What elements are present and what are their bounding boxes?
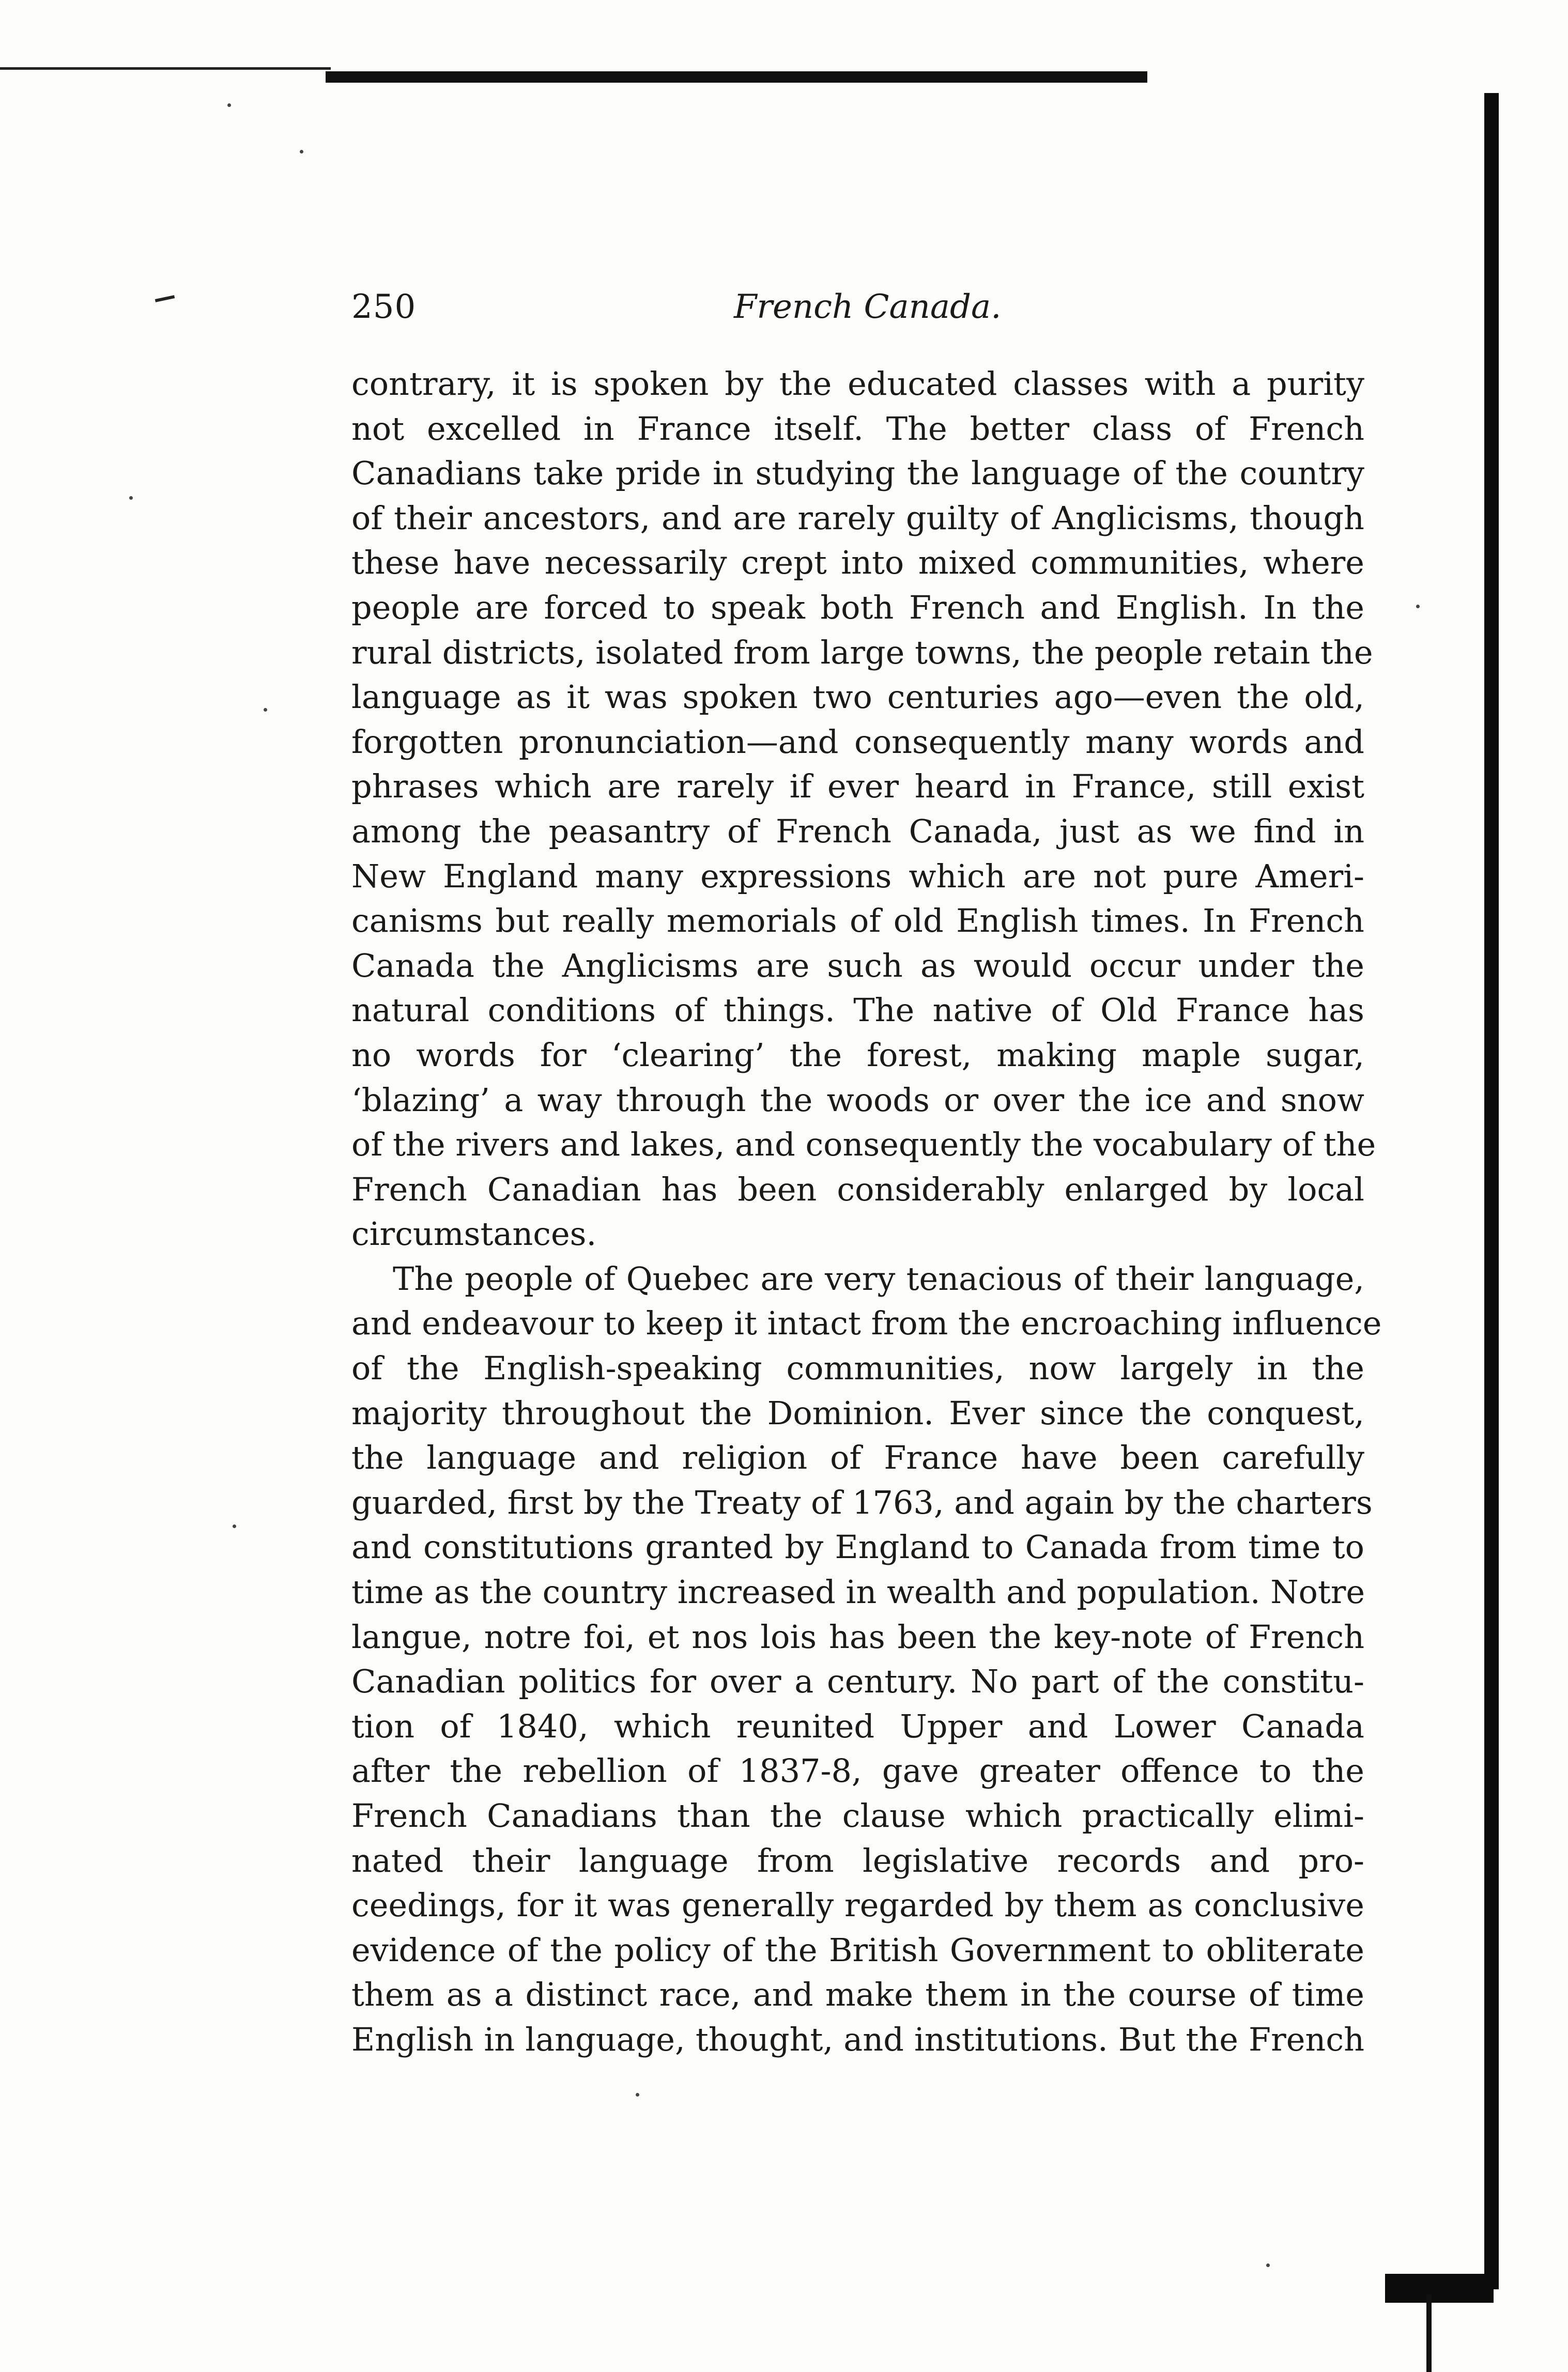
text-line: not excelled in France itself. The better class of French	[351, 409, 1364, 448]
running-title: French Canada.	[734, 288, 1002, 326]
speck	[233, 1524, 236, 1528]
text-line: ‘blazing’ a way through the woods or over the ice and snow	[351, 1081, 1364, 1119]
text-line: contrary, it is spoken by the educated classes with a purity	[351, 365, 1364, 403]
text-line: of the English-speaking communities, now largely in the	[351, 1349, 1364, 1388]
text-line: of their ancestors, and are rarely guilty of Anglicisms, though	[351, 499, 1364, 537]
text-line: forgotten pronunciation—and consequently many words and	[351, 722, 1364, 761]
text-line: and endeavour to keep it intact from the encroaching influence	[351, 1304, 1382, 1343]
text-line: The people of Quebec are very tenacious of their language,	[393, 1259, 1364, 1298]
text-line: tion of 1840, which reunited Upper and Lower Canada	[351, 1707, 1364, 1745]
speck	[300, 150, 303, 153]
text-line: ceedings, for it was generally regarded by them as conclusive	[351, 1886, 1364, 1924]
page-number: 250	[351, 288, 417, 326]
text-line: guarded, first by the Treaty of 1763, and again by the charters	[351, 1483, 1373, 1521]
text-line: time as the country increased in wealth and population. Notre	[351, 1573, 1365, 1611]
speck	[129, 496, 133, 500]
text-line: these have necessarily crept into mixed communities, where	[351, 544, 1364, 582]
text-line: them as a distinct race, and make them in the course of time	[351, 1976, 1364, 2014]
speck	[1416, 605, 1420, 608]
text-line: the language and religion of France have been carefully	[351, 1439, 1364, 1477]
scan-bottom-mark	[1385, 2274, 1494, 2303]
speck	[227, 103, 231, 107]
scan-bottom-tick	[1426, 2294, 1432, 2372]
text-line: phrases which are rarely if ever heard in France, still exist	[351, 767, 1364, 806]
text-line: Canadians take pride in studying the language of the country	[351, 454, 1364, 492]
text-line: French Canadian has been considerably enlarged by local	[351, 1170, 1364, 1208]
speck	[264, 708, 267, 712]
text-line: majority throughout the Dominion. Ever since the conquest,	[351, 1394, 1364, 1432]
text-line: Canadian politics for over a century. No part of the constitu-	[351, 1662, 1364, 1701]
margin-mark	[155, 295, 175, 302]
scan-right-border	[1484, 93, 1499, 2289]
text-line: after the rebellion of 1837-8, gave greater offence to the	[351, 1752, 1364, 1790]
text-line: no words for ‘clearing’ the forest, making maple sugar,	[351, 1036, 1364, 1074]
text-line: natural conditions of things. The native of Old France has	[351, 991, 1364, 1029]
running-head	[351, 282, 1364, 338]
text-line: Canada the Anglicisms are such as would occur under the	[351, 946, 1364, 984]
text-line: and constitutions granted by England to Canada from time to	[351, 1528, 1364, 1566]
text-line: New England many expressions which are not pure Ameri-	[351, 857, 1364, 895]
text-line: nated their language from legislative records and pro-	[351, 1841, 1364, 1880]
speck	[636, 2093, 639, 2097]
text-line: evidence of the policy of the British Government to obliterate	[351, 1931, 1364, 1969]
text-line: among the peasantry of French Canada, just as we find in	[351, 812, 1364, 850]
text-line: circumstances.	[351, 1215, 597, 1253]
text-line: canisms but really memorials of old English times. In French	[351, 902, 1364, 940]
text-line: langue, notre foi, et nos lois has been the key-note of French	[351, 1618, 1364, 1656]
text-line: French Canadians than the clause which practically elimi-	[351, 1797, 1364, 1835]
text-line: rural districts, isolated from large towns, the people retain the	[351, 633, 1373, 671]
text-line: of the rivers and lakes, and consequently the vocabulary of the	[351, 1126, 1376, 1164]
text-line: language as it was spoken two centuries ago—even the old,	[351, 678, 1364, 716]
text-line: English in language, thought, and institutions. But the French	[351, 2020, 1364, 2058]
scan-top-border	[326, 71, 1147, 83]
body-text	[351, 362, 1382, 2062]
text-line: people are forced to speak both French and English. In the	[351, 588, 1364, 626]
speck	[1266, 2263, 1270, 2267]
scan-edge-line	[0, 67, 331, 70]
